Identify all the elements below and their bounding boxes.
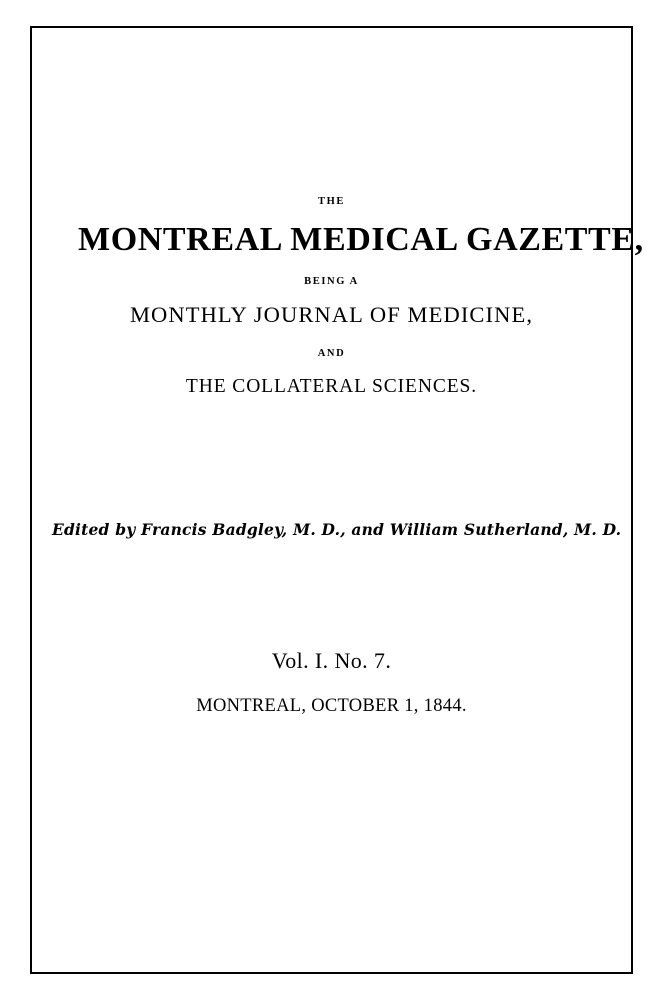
page-border-frame (30, 26, 644, 974)
volume-issue-line: Vol. I. No. 7. (271, 648, 392, 673)
issue-block (78, 648, 585, 717)
and-label: AND (317, 348, 346, 359)
publication-title: MONTREAL MEDICAL GAZETTE, (78, 221, 644, 258)
subtitle-secondary: THE COLLATERAL SCIENCES. (185, 376, 478, 397)
subtitle-primary: MONTHLY JOURNAL OF MEDICINE, (129, 302, 534, 327)
being-a-label: BEING A (304, 276, 359, 287)
editors-line: Edited by Francis Badgley, M. D., and William Sutherland, M. D. (52, 520, 622, 539)
place-date-line: MONTREAL, OCTOBER 1, 1844. (196, 696, 467, 716)
title-page-content (32, 28, 644, 972)
the-label: THE (318, 196, 345, 207)
masthead-block (78, 196, 644, 398)
